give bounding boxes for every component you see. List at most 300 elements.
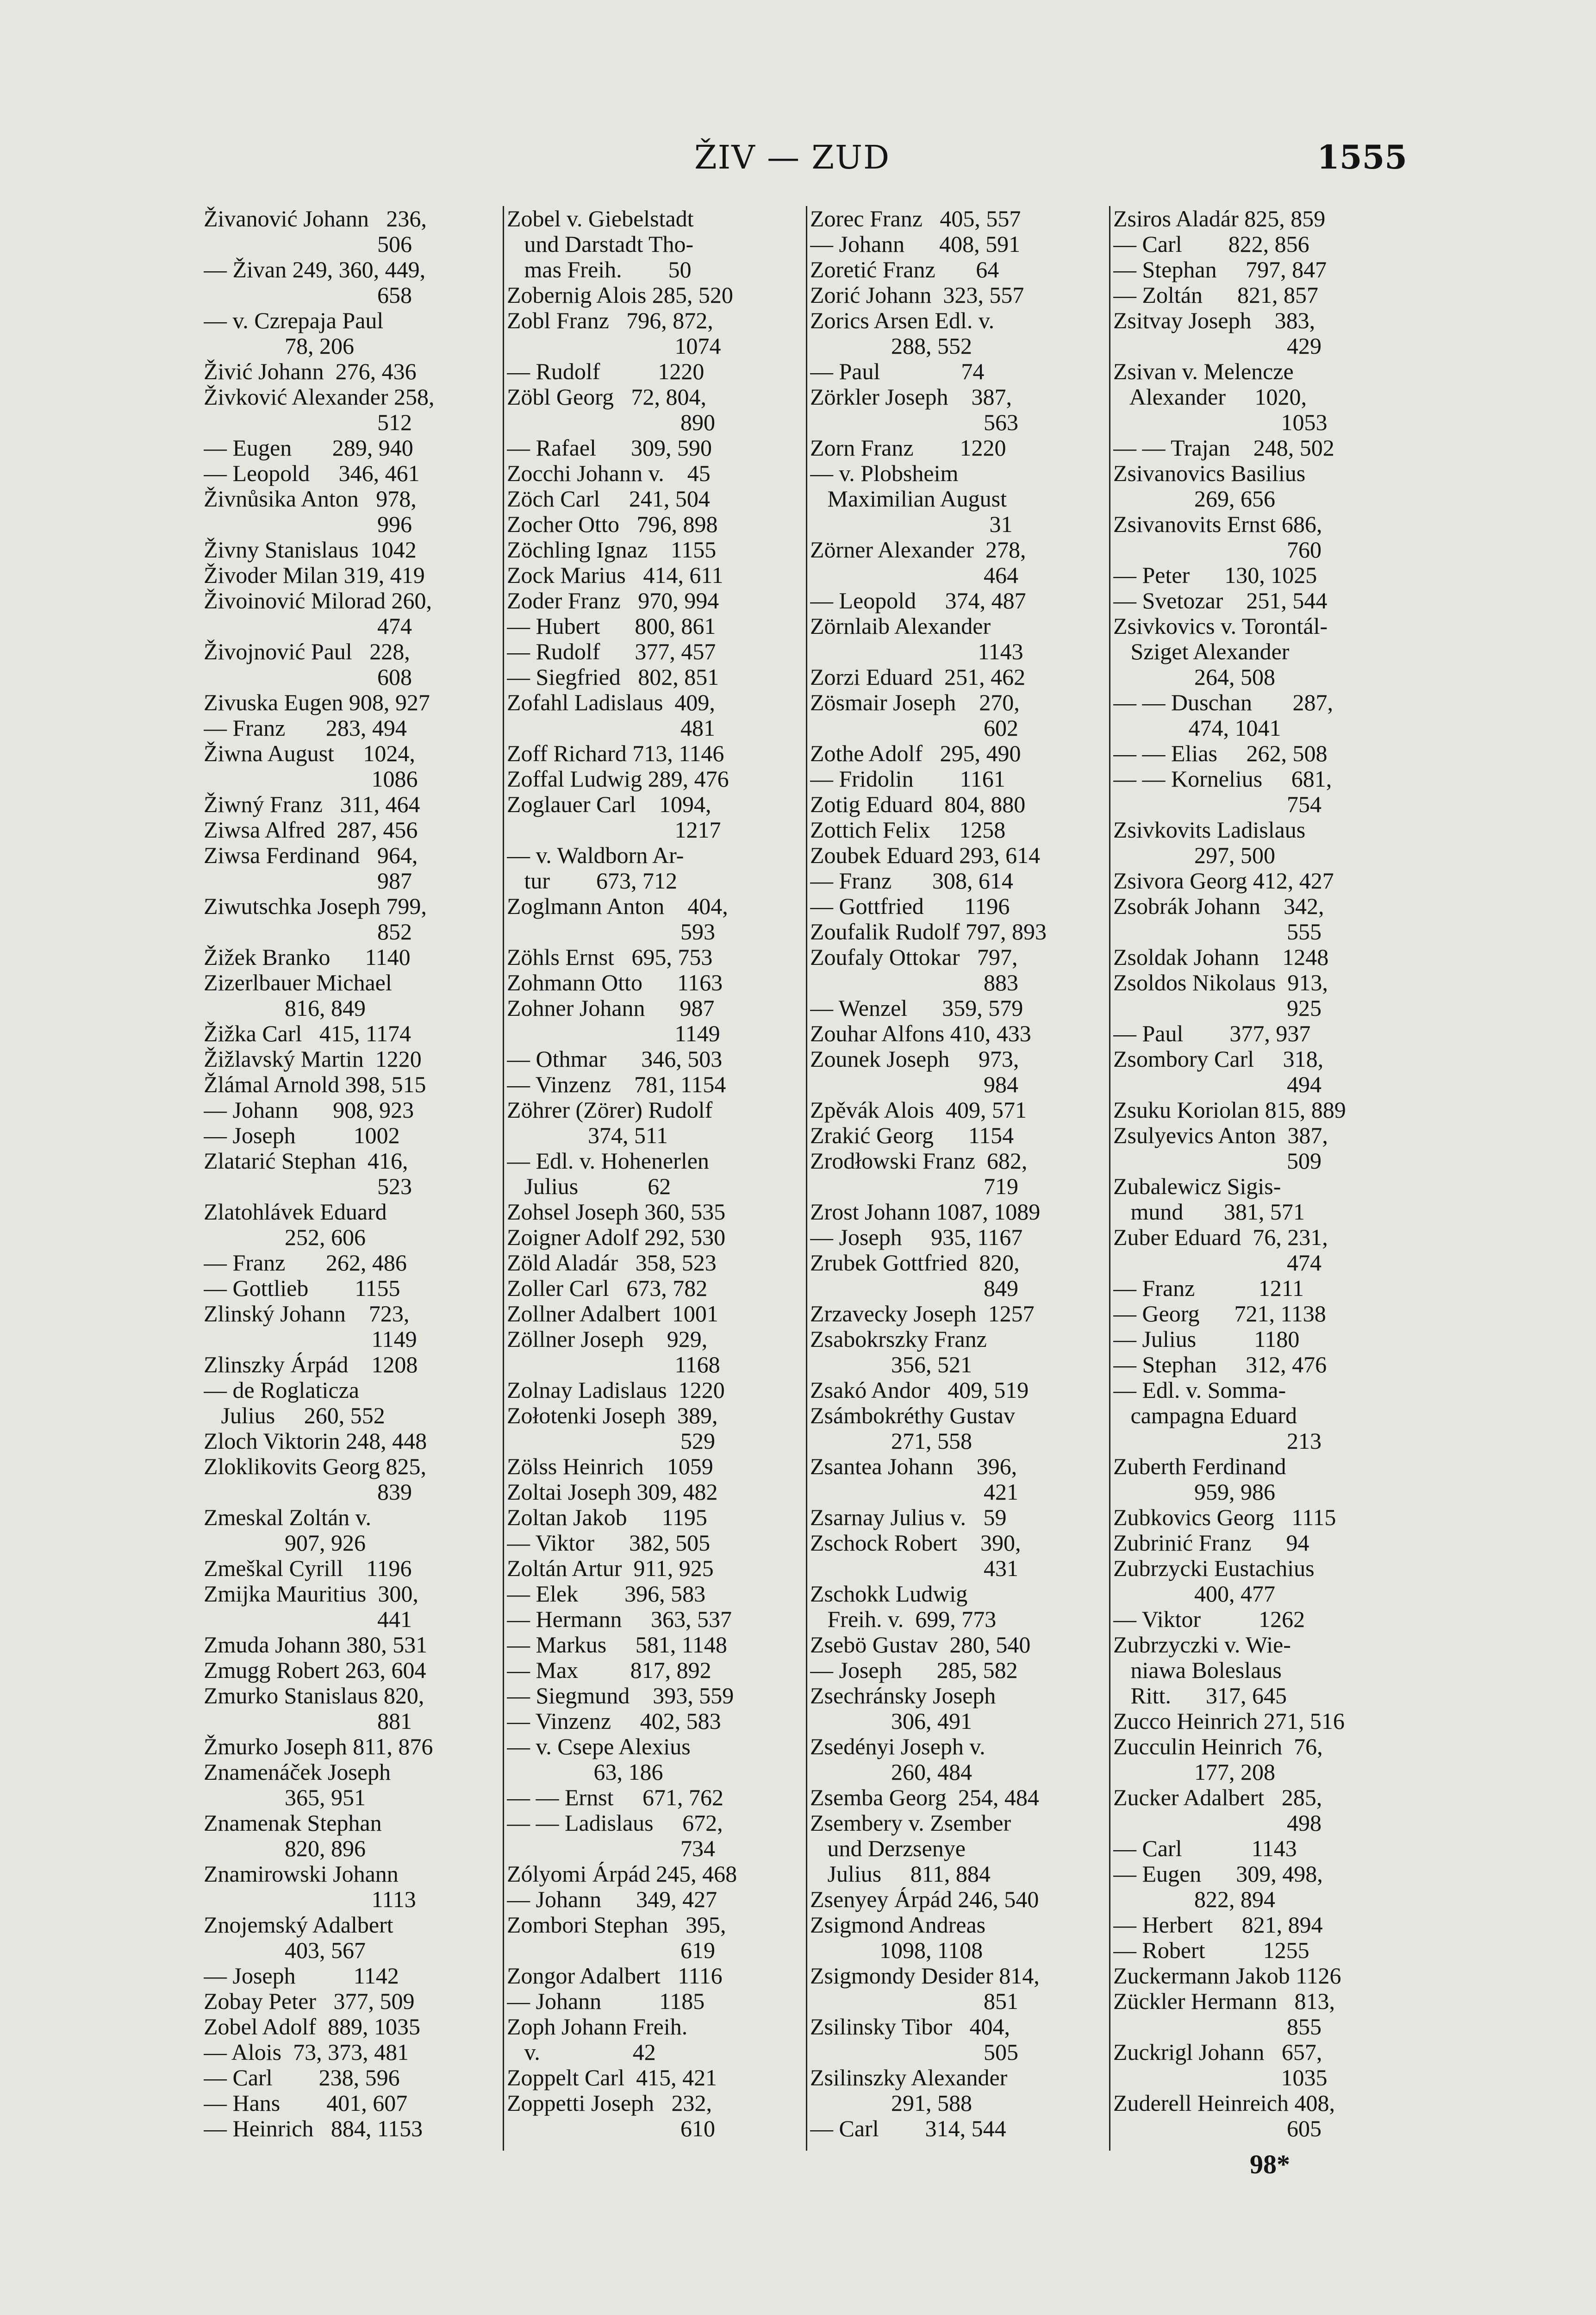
directory-entry: 820, 896 [204, 1836, 366, 1861]
directory-entry: Zuckrigl Johann 657, [1113, 2040, 1322, 2065]
directory-entry: Zofahl Ladislaus 409, [507, 690, 715, 715]
directory-entry: Zounek Joseph 973, [810, 1046, 1019, 1072]
directory-entry: 1074 [507, 333, 721, 359]
directory-entry: — Georg 721, 1138 [1113, 1301, 1326, 1326]
directory-entry: Zloklikovits Georg 825, [204, 1454, 427, 1479]
directory-entry: Zoglmann Anton 404, [507, 894, 728, 919]
column-rule [806, 206, 807, 2151]
directory-entry: Zucco Heinrich 271, 516 [1113, 1708, 1345, 1734]
directory-entry: Znojemský Adalbert [204, 1912, 393, 1938]
directory-entry: Zobay Peter 377, 509 [204, 1989, 415, 2014]
directory-entry: 890 [507, 410, 715, 435]
directory-entry: — Carl 314, 544 [810, 2116, 1006, 2141]
directory-entry: Zoubek Eduard 293, 614 [810, 843, 1041, 868]
directory-entry: Zsedényi Joseph v. [810, 1734, 985, 1759]
directory-entry: 987 [204, 868, 412, 894]
directory-entry: Zlinský Johann 723, [204, 1301, 410, 1326]
directory-entry: 563 [810, 410, 1018, 435]
directory-entry: und Darstadt Tho- [507, 232, 694, 257]
directory-entry: Zottich Felix 1258 [810, 817, 1006, 843]
directory-entry: — Eugen 289, 940 [204, 435, 413, 461]
directory-entry: — Rudolf 1220 [507, 359, 704, 384]
directory-entry: Zlatohlávek Eduard [204, 1199, 387, 1225]
directory-entry: 754 [1113, 792, 1322, 817]
directory-entry: 498 [1113, 1810, 1322, 1836]
directory-entry: — Carl 1143 [1113, 1836, 1297, 1861]
directory-entry: — Joseph 935, 1167 [810, 1225, 1023, 1250]
directory-entry: — Vinzenz 402, 583 [507, 1708, 721, 1734]
directory-entry: Ziwsa Ferdinand 964, [204, 843, 418, 868]
directory-entry: Zorić Johann 323, 557 [810, 282, 1024, 308]
directory-entry: Žmurko Joseph 811, 876 [204, 1734, 433, 1759]
directory-entry: campagna Eduard [1113, 1403, 1297, 1428]
directory-entry: Ziwutschka Joseph 799, [204, 894, 427, 919]
directory-entry: Zölss Heinrich 1059 [507, 1454, 713, 1479]
directory-entry: Zrakić Georg 1154 [810, 1123, 1014, 1148]
directory-entry: Zobl Franz 796, 872, [507, 308, 713, 333]
directory-entry: Zsigmondy Desider 814, [810, 1963, 1040, 1989]
directory-entry: 608 [204, 664, 412, 690]
directory-entry: 907, 926 [204, 1530, 366, 1556]
directory-entry: Zuckermann Jakob 1126 [1113, 1963, 1341, 1989]
directory-entry: Sziget Alexander [1113, 639, 1290, 664]
directory-entry: Zongor Adalbert 1116 [507, 1963, 723, 1989]
directory-entry: Zsakó Andor 409, 519 [810, 1377, 1029, 1403]
directory-entry: Zsarnay Julius v. 59 [810, 1505, 1007, 1530]
directory-entry: Zsigmond Andreas [810, 1912, 986, 1938]
directory-entry: Žižlavský Martin 1220 [204, 1046, 422, 1072]
directory-entry: Zoph Johann Freih. [507, 2014, 688, 2040]
directory-entry: Živojnović Paul 228, [204, 639, 410, 664]
directory-entry: 1086 [204, 766, 418, 792]
page-header [204, 134, 1407, 185]
directory-entry: Zsantea Johann 396, [810, 1454, 1017, 1479]
directory-entry: Zsembery v. Zsember [810, 1810, 1011, 1836]
directory-entry: Znamirowski Johann [204, 1861, 399, 1887]
directory-entry: 852 [204, 919, 412, 945]
directory-entry: Zsabokrszky Franz [810, 1326, 987, 1352]
directory-entry: — Franz 1211 [1113, 1276, 1304, 1301]
directory-entry: 63, 186 [507, 1759, 663, 1785]
directory-entry: Zombori Stephan 395, [507, 1912, 726, 1938]
directory-entry: 816, 849 [204, 995, 366, 1021]
directory-entry: Zocchi Johann v. 45 [507, 461, 711, 486]
directory-entry: 822, 894 [1113, 1887, 1275, 1912]
directory-entry: Zörner Alexander 278, [810, 537, 1026, 563]
directory-entry: — Hermann 363, 537 [507, 1607, 732, 1632]
directory-entry: — Hans 401, 607 [204, 2090, 408, 2116]
directory-entry: Zoppetti Joseph 232, [507, 2090, 712, 2116]
directory-entry: Zoppelt Carl 415, 421 [507, 2065, 717, 2090]
directory-entry: 959, 986 [1113, 1479, 1275, 1505]
directory-entry: Živny Stanislaus 1042 [204, 537, 417, 563]
directory-entry: 839 [204, 1479, 412, 1505]
directory-entry: Zoltai Joseph 309, 482 [507, 1479, 718, 1505]
directory-entry: Zsivora Georg 412, 427 [1113, 868, 1334, 894]
directory-entry: Julius 260, 552 [204, 1403, 385, 1428]
directory-entry: 374, 511 [507, 1123, 668, 1148]
directory-entry: Živoinović Milorad 260, [204, 588, 432, 613]
directory-entry: — Julius 1180 [1113, 1326, 1300, 1352]
directory-entry: — Franz 308, 614 [810, 868, 1013, 894]
directory-entry: Ritt. 317, 645 [1113, 1683, 1287, 1708]
directory-entry: 1035 [1113, 2065, 1328, 2090]
directory-entry: — Stephan 312, 476 [1113, 1352, 1327, 1377]
directory-entry: Zocher Otto 796, 898 [507, 512, 718, 537]
directory-entry: — Viktor 1262 [1113, 1607, 1305, 1632]
directory-entry: Zobernig Alois 285, 520 [507, 282, 733, 308]
directory-entry: Zmijka Mauritius 300, [204, 1581, 418, 1607]
directory-entry: Zlinszky Árpád 1208 [204, 1352, 418, 1377]
column-3 [810, 206, 1106, 2151]
directory-entry: mund 381, 571 [1113, 1199, 1305, 1225]
directory-entry: Ziwsa Alfred 287, 456 [204, 817, 418, 843]
directory-entry: Živić Johann 276, 436 [204, 359, 417, 384]
running-head: ŽIV — ZUD [694, 138, 891, 176]
directory-entry: Zubalewicz Sigis- [1113, 1174, 1281, 1199]
directory-entry: Zobel v. Giebelstadt [507, 206, 694, 232]
directory-entry: Zoller Carl 673, 782 [507, 1276, 708, 1301]
directory-entry: Zöhrer (Zörer) Rudolf [507, 1097, 713, 1123]
directory-entry: — — Elias 262, 508 [1113, 741, 1328, 766]
directory-entry: — Siegmund 393, 559 [507, 1683, 734, 1708]
directory-entry: 403, 567 [204, 1938, 366, 1963]
directory-entry: — Gottlieb 1155 [204, 1276, 400, 1301]
directory-entry: 421 [810, 1479, 1018, 1505]
directory-entry: Zsivkovics v. Torontál- [1113, 613, 1328, 639]
column-4 [1113, 206, 1409, 2151]
directory-entry: Zobel Adolf 889, 1035 [204, 2014, 421, 2040]
directory-entry: Žiwný Franz 311, 464 [204, 792, 420, 817]
directory-entry: — Rafael 309, 590 [507, 435, 712, 461]
directory-entry: Zrubek Gottfried 820, [810, 1250, 1020, 1276]
directory-entry: Zorics Arsen Edl. v. [810, 308, 995, 333]
directory-entry: Živnůsika Anton 978, [204, 486, 417, 512]
directory-entry: und Derzsenye [810, 1836, 966, 1861]
directory-entry: Žižka Carl 415, 1174 [204, 1021, 411, 1046]
directory-entry: Zrodłowski Franz 682, [810, 1148, 1028, 1174]
directory-entry: 252, 606 [204, 1225, 366, 1250]
directory-entry: Zucker Adalbert 285, [1113, 1785, 1322, 1810]
directory-entry: Zmuda Johann 380, 531 [204, 1632, 428, 1658]
directory-entry: 1168 [507, 1352, 720, 1377]
directory-entry: 365, 951 [204, 1785, 366, 1810]
directory-entry: Zörnlaib Alexander [810, 613, 991, 639]
directory-entry: 356, 521 [810, 1352, 972, 1377]
directory-entry: 429 [1113, 333, 1322, 359]
directory-entry: Zoffal Ludwig 289, 476 [507, 766, 729, 792]
directory-entry: 523 [204, 1174, 412, 1199]
directory-entry: 610 [507, 2116, 715, 2141]
directory-entry: 760 [1113, 537, 1322, 563]
directory-entry: Zsebö Gustav 280, 540 [810, 1632, 1031, 1658]
directory-entry: Zoltan Jakob 1195 [507, 1505, 707, 1530]
directory-entry: 849 [810, 1276, 1018, 1301]
entry-columns [204, 206, 1407, 2151]
directory-entry: 619 [507, 1938, 715, 1963]
directory-entry: 431 [810, 1556, 1018, 1581]
directory-entry: Zsiros Aladár 825, 859 [1113, 206, 1326, 232]
directory-entry: Zsoldak Johann 1248 [1113, 945, 1329, 970]
directory-entry: Zoufaly Ottokar 797, [810, 945, 1018, 970]
column-2 [507, 206, 803, 2151]
directory-entry: Zivuska Eugen 908, 927 [204, 690, 430, 715]
directory-entry: Zorn Franz 1220 [810, 435, 1006, 461]
directory-entry: Zuberth Ferdinand [1113, 1454, 1286, 1479]
page-number: 1555 [1317, 138, 1407, 176]
directory-entry: 291, 588 [810, 2090, 972, 2116]
directory-entry: Živković Alexander 258, [204, 384, 435, 410]
directory-entry: Zsoldos Nikolaus 913, [1113, 970, 1328, 995]
directory-entry: — Joseph 1002 [204, 1123, 400, 1148]
directory-entry: Zołotenki Joseph 389, [507, 1403, 718, 1428]
directory-entry: Zmeskal Zoltán v. [204, 1505, 371, 1530]
directory-entry: Zpěvák Alois 409, 571 [810, 1097, 1027, 1123]
directory-entry: — Johann 408, 591 [810, 232, 1021, 257]
directory-entry: Zothe Adolf 295, 490 [810, 741, 1021, 766]
directory-entry: 719 [810, 1174, 1018, 1199]
directory-entry: 31 [810, 512, 1013, 537]
directory-entry: Julius 62 [507, 1174, 671, 1199]
directory-entry: — Johann 908, 923 [204, 1097, 414, 1123]
directory-entry: Zsivanovits Ernst 686, [1113, 512, 1322, 537]
column-rule [1109, 206, 1110, 2151]
directory-entry: Zsombory Carl 318, [1113, 1046, 1324, 1072]
directory-entry: 400, 477 [1113, 1581, 1275, 1607]
directory-entry: — Stephan 797, 847 [1113, 257, 1327, 282]
directory-entry: 506 [204, 232, 412, 257]
directory-entry: 509 [1113, 1148, 1322, 1174]
directory-entry: Julius 811, 884 [810, 1861, 991, 1887]
directory-entry: — Svetozar 251, 544 [1113, 588, 1328, 613]
directory-entry: — Franz 283, 494 [204, 715, 407, 741]
directory-entry: 213 [1113, 1428, 1322, 1454]
directory-entry: — — Ernst 671, 762 [507, 1785, 724, 1810]
directory-entry: 658 [204, 282, 412, 308]
directory-entry: Zoufalik Rudolf 797, 893 [810, 919, 1047, 945]
directory-entry: — Carl 822, 856 [1113, 232, 1309, 257]
directory-entry: 1113 [204, 1887, 416, 1912]
directory-entry: 474, 1041 [1113, 715, 1281, 741]
directory-entry: Zsivan v. Melencze [1113, 359, 1294, 384]
directory-entry: — Hubert 800, 861 [507, 613, 716, 639]
directory-entry: — Max 817, 892 [507, 1658, 711, 1683]
directory-entry: — Franz 262, 486 [204, 1250, 407, 1276]
directory-entry: Žiwna August 1024, [204, 741, 415, 766]
directory-entry: Zorec Franz 405, 557 [810, 206, 1021, 232]
directory-entry: — Peter 130, 1025 [1113, 563, 1317, 588]
directory-entry: Zsitvay Joseph 383, [1113, 308, 1315, 333]
directory-entry: Žlámal Arnold 398, 515 [204, 1072, 426, 1097]
directory-entry: — Robert 1255 [1113, 1938, 1309, 1963]
directory-entry: Zoltán Artur 911, 925 [507, 1556, 714, 1581]
directory-entry: Zmurko Stanislaus 820, [204, 1683, 424, 1708]
directory-entry: — Markus 581, 1148 [507, 1632, 727, 1658]
directory-entry: — Gottfried 1196 [810, 894, 1010, 919]
directory-entry: — Johann 1185 [507, 1989, 705, 2014]
directory-entry: Zlatarić Stephan 416, [204, 1148, 408, 1174]
directory-entry: Znamenáček Joseph [204, 1759, 391, 1785]
directory-entry: 555 [1113, 919, 1322, 945]
directory-entry: Zsuku Koriolan 815, 889 [1113, 1097, 1346, 1123]
directory-entry: 78, 206 [204, 333, 354, 359]
directory-entry: — Zoltán 821, 857 [1113, 282, 1319, 308]
directory-entry: — Edl. v. Somma- [1113, 1377, 1286, 1403]
directory-entry: 1098, 1108 [810, 1938, 983, 1963]
directory-entry: Zmugg Robert 263, 604 [204, 1658, 426, 1683]
directory-entry: — Othmar 346, 503 [507, 1046, 723, 1072]
directory-entry: Zsilinszky Alexander [810, 2065, 1008, 2090]
directory-entry: — Edl. v. Hohenerlen [507, 1148, 709, 1174]
directory-entry: Zubrzycki Eustachius [1113, 1556, 1315, 1581]
directory-entry: Zoretić Franz 64 [810, 257, 999, 282]
directory-entry: Zöllner Joseph 929, [507, 1326, 708, 1352]
directory-entry: — Živan 249, 360, 449, [204, 257, 426, 282]
directory-entry: Zollner Adalbert 1001 [507, 1301, 718, 1326]
directory-entry: — v. Czrepaja Paul [204, 308, 384, 333]
directory-entry: 464 [810, 563, 1018, 588]
directory-entry: 288, 552 [810, 333, 972, 359]
directory-entry: 306, 491 [810, 1708, 972, 1734]
directory-entry: Zotig Eduard 804, 880 [810, 792, 1026, 817]
directory-entry: Znamenak Stephan [204, 1810, 382, 1836]
directory-entry: Zohsel Joseph 360, 535 [507, 1199, 726, 1225]
directory-entry: — Herbert 821, 894 [1113, 1912, 1323, 1938]
directory-entry: — Rudolf 377, 457 [507, 639, 716, 664]
directory-entry: — Paul 74 [810, 359, 985, 384]
directory-entry: Živoder Milan 319, 419 [204, 563, 425, 588]
directory-entry: — Joseph 285, 582 [810, 1658, 1018, 1683]
directory-entry: 264, 508 [1113, 664, 1275, 690]
directory-entry: — Elek 396, 583 [507, 1581, 706, 1607]
directory-entry: 297, 500 [1113, 843, 1275, 868]
directory-entry: 602 [810, 715, 1018, 741]
directory-entry: Zoff Richard 713, 1146 [507, 741, 724, 766]
directory-entry: 734 [507, 1836, 715, 1861]
directory-entry: Zrzavecky Joseph 1257 [810, 1301, 1035, 1326]
directory-entry: Zolnay Ladislaus 1220 [507, 1377, 725, 1403]
directory-entry: Zschokk Ludwig [810, 1581, 968, 1607]
directory-entry: Zörkler Joseph 387, [810, 384, 1012, 410]
directory-entry: Zückler Hermann 813, [1113, 1989, 1335, 2014]
directory-entry: — Fridolin 1161 [810, 766, 1005, 792]
directory-entry: — Leopold 346, 461 [204, 461, 420, 486]
directory-entry: 605 [1113, 2116, 1322, 2141]
directory-entry: Zuderell Heinreich 408, [1113, 2090, 1335, 2116]
directory-entry: Zloch Viktorin 248, 448 [204, 1428, 427, 1454]
directory-entry: Zsivkovits Ladislaus [1113, 817, 1306, 843]
sheet-signature: 98* [1250, 2149, 1290, 2179]
directory-entry: Maximilian August [810, 486, 1007, 512]
directory-entry: — Alois 73, 373, 481 [204, 2040, 409, 2065]
directory-entry: — Carl 238, 596 [204, 2065, 400, 2090]
directory-entry: — v. Waldborn Ar- [507, 843, 684, 868]
directory-entry: Zuber Eduard 76, 231, [1113, 1225, 1328, 1250]
directory-entry: — Vinzenz 781, 1154 [507, 1072, 726, 1097]
directory-entry: 881 [204, 1708, 412, 1734]
directory-entry: Zólyomi Árpád 245, 468 [507, 1861, 737, 1887]
directory-entry: mas Freih. 50 [507, 257, 692, 282]
directory-entry: Zsámbokréthy Gustav [810, 1403, 1015, 1428]
directory-entry: Zrost Johann 1087, 1089 [810, 1199, 1041, 1225]
directory-entry: 984 [810, 1072, 1018, 1097]
directory-entry: 593 [507, 919, 715, 945]
directory-entry: Zöbl Georg 72, 804, [507, 384, 706, 410]
directory-entry: 177, 208 [1113, 1759, 1275, 1785]
directory-entry: Zohner Johann 987 [507, 995, 715, 1021]
directory-entry: Zubrinić Franz 94 [1113, 1530, 1309, 1556]
directory-entry: tur 673, 712 [507, 868, 678, 894]
directory-entry: Žižek Branko 1140 [204, 945, 411, 970]
directory-entry: 851 [810, 1989, 1018, 2014]
directory-entry: — — Ladislaus 672, [507, 1810, 723, 1836]
directory-entry: 1053 [1113, 410, 1328, 435]
directory-entry: — de Roglaticza [204, 1377, 359, 1403]
directory-entry: — Johann 349, 427 [507, 1887, 717, 1912]
directory-entry: — v. Plobsheim [810, 461, 959, 486]
directory-entry: 855 [1113, 2014, 1322, 2040]
directory-entry: 512 [204, 410, 412, 435]
directory-entry: — Leopold 374, 487 [810, 588, 1026, 613]
directory-entry: Alexander 1020, [1113, 384, 1307, 410]
directory-entry: 494 [1113, 1072, 1322, 1097]
directory-entry: — Siegfried 802, 851 [507, 664, 719, 690]
directory-entry: Zouhar Alfons 410, 433 [810, 1021, 1031, 1046]
directory-entry: — Joseph 1142 [204, 1963, 399, 1989]
directory-entry: 529 [507, 1428, 715, 1454]
directory-entry: Zsivanovics Basilius [1113, 461, 1306, 486]
directory-entry: 474 [1113, 1250, 1322, 1276]
directory-entry: Zohmann Otto 1163 [507, 970, 723, 995]
directory-entry: — — Trajan 248, 502 [1113, 435, 1334, 461]
directory-entry: Zmeškal Cyrill 1196 [204, 1556, 412, 1581]
directory-entry: — Paul 377, 937 [1113, 1021, 1311, 1046]
directory-entry: 260, 484 [810, 1759, 972, 1785]
directory-entry: 1149 [507, 1021, 720, 1046]
directory-entry: Zöhls Ernst 695, 753 [507, 945, 713, 970]
column-rule [503, 206, 504, 2151]
directory-entry: Zubrzyczki v. Wie- [1113, 1632, 1291, 1658]
directory-entry: Zubkovics Georg 1115 [1113, 1505, 1336, 1530]
directory-entry: niawa Boleslaus [1113, 1658, 1282, 1683]
directory-entry: Zsulyevics Anton 387, [1113, 1123, 1328, 1148]
directory-entry: Zöld Aladár 358, 523 [507, 1250, 717, 1276]
directory-entry: Zsemba Georg 254, 484 [810, 1785, 1039, 1810]
directory-entry: Zoder Franz 970, 994 [507, 588, 719, 613]
column-1 [204, 206, 500, 2151]
directory-entry: Zoigner Adolf 292, 530 [507, 1225, 726, 1250]
directory-entry: 1149 [204, 1326, 417, 1352]
directory-entry: — Viktor 382, 505 [507, 1530, 711, 1556]
directory-entry: 481 [507, 715, 715, 741]
directory-entry: Zsobrák Johann 342, [1113, 894, 1324, 919]
directory-entry: 505 [810, 2040, 1018, 2065]
directory-entry: Zsenyey Árpád 246, 540 [810, 1887, 1039, 1912]
directory-entry: 1143 [810, 639, 1023, 664]
directory-entry: Zschock Robert 390, [810, 1530, 1021, 1556]
directory-entry: 474 [204, 613, 412, 639]
directory-entry: 883 [810, 970, 1018, 995]
directory-entry: v. 42 [507, 2040, 656, 2065]
directory-entry: Freih. v. 699, 773 [810, 1607, 997, 1632]
directory-entry: 269, 656 [1113, 486, 1275, 512]
directory-entry: Zucculin Heinrich 76, [1113, 1734, 1323, 1759]
directory-entry: Živanović Johann 236, [204, 206, 427, 232]
directory-entry: Zorzi Eduard 251, 462 [810, 664, 1026, 690]
directory-entry: Zöchling Ignaz 1155 [507, 537, 717, 563]
directory-entry: Zock Marius 414, 611 [507, 563, 723, 588]
directory-entry: — — Kornelius 681, [1113, 766, 1332, 792]
